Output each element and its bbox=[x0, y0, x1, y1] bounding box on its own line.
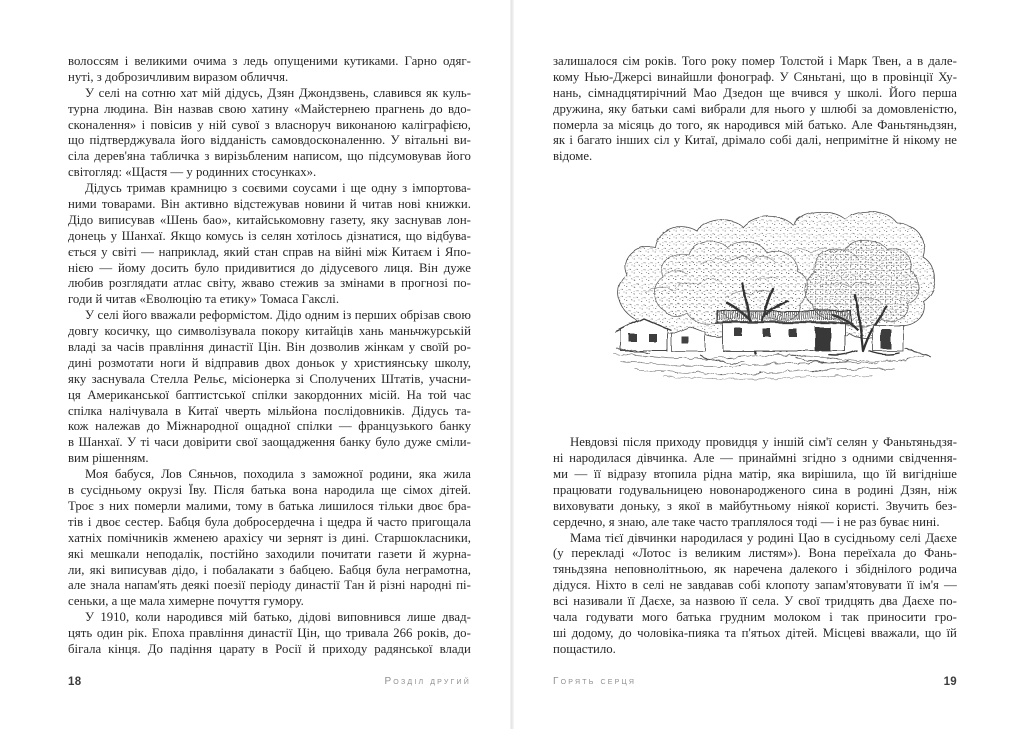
text-line: турна людина. Він назвав свою хатину «Майстернею прагнень до вдо- bbox=[68, 101, 471, 116]
text-line: ними товарами. Він активно відстежував новини й читав нові книжки. bbox=[68, 197, 471, 212]
text-line: дідуся. Ніхто в селі не завдавав собі клопоту запам'ятовувати її ім'я — bbox=[553, 578, 957, 593]
right-text-bottom bbox=[553, 435, 957, 657]
text-line: нань, сімнадцятирічний Мао Дзедон ще вчився у школі. Його перша bbox=[553, 85, 957, 100]
paragraph bbox=[553, 54, 957, 165]
text-line: спілка налічувала в Китаї чверть мільйона послідовників. Дідусь та- bbox=[68, 403, 471, 418]
text-line: померла за місяць до того, як народився мій батько. Але Фаньтяньдзян, bbox=[553, 117, 957, 132]
text-line: тів і двоє сестер. Бабця була добросердечна і щедра й часто пригощала bbox=[68, 514, 471, 529]
paragraph bbox=[68, 181, 471, 308]
text-line: залишалося сім років. Того року помер Толстой і Марк Твен, а в дале- bbox=[553, 54, 957, 68]
text-line: вим рішенням. bbox=[68, 451, 149, 466]
text-line: владі за часів правління династії Цін. Він дозволив жінкам у своїй ро- bbox=[68, 340, 471, 355]
text-line: сеньки, а ще мала химерне почуття гумору. bbox=[68, 594, 304, 609]
text-line: як і багато інших сіл у Китаї, дрімало собі далі, непримітне й нікому не bbox=[553, 133, 957, 148]
left-page-footer bbox=[68, 676, 471, 692]
text-line: дині розмотати ноги й відправив двох доньок у християнську школу, bbox=[68, 355, 471, 370]
paragraph bbox=[68, 610, 471, 658]
text-line: любив розглядати атлас світу, жваво стежив за змінами в прогнозі по- bbox=[68, 276, 471, 291]
page-number-left: 18 bbox=[68, 676, 82, 688]
paragraph bbox=[553, 531, 957, 658]
text-line: хатніх помічників жменею арахісу чи зернят із дині. Старшокласники, bbox=[68, 530, 471, 545]
page-number-right: 19 bbox=[943, 676, 957, 688]
text-line: працювати годувальницею новонародженого сина в родині Дзян, ніж bbox=[553, 482, 957, 497]
text-line: пощастило. bbox=[553, 641, 616, 656]
text-line: Моя бабуся, Лов Сяньчов, походила з заможної родини, яка жила bbox=[85, 467, 471, 482]
right-text-column bbox=[553, 54, 957, 658]
text-line: Невдовзі після приходу провидця у іншій сім'ї селян у Фаньтяньдзя- bbox=[570, 435, 957, 450]
right-text-top bbox=[553, 54, 957, 165]
text-line: в сусідньому окрузі Їву. Після батька вона народила ще сімох дітей. bbox=[68, 483, 471, 498]
text-line: виховувати доньку, з якої в майбутньому ніякої користі. Звучить без- bbox=[553, 498, 957, 513]
text-line: ми — її відразу втопила рідна матір, яка вирішила, що їй вигідніше bbox=[553, 467, 957, 482]
text-line: що підтверджувала його відданість самовдосконаленню. У вітальні ви- bbox=[68, 133, 471, 148]
running-head-book-title: Горять серця bbox=[553, 676, 637, 687]
text-line: чала годувати мого батька грудним молоком і так приносити гро- bbox=[553, 610, 957, 625]
text-line: довгу косичку, що символізувала покору китайців хань маньчжурській bbox=[68, 324, 471, 339]
text-line: кож належав до Міжнародної ощадної спілки — французького банку bbox=[68, 419, 471, 434]
text-line: дружина, яку батьки самі вибрали для нього у шлюбі за домовленістю, bbox=[553, 101, 957, 116]
village-houses-under-trees-drawing bbox=[605, 201, 940, 391]
paragraph bbox=[553, 435, 957, 530]
text-line: кому Нью-Джерсі винайшли фонограф. У Сяньтані, що в провінції Ху- bbox=[553, 69, 957, 84]
village-trees-illustration bbox=[605, 201, 940, 391]
text-line: тяньдзяна неповнолітньою, як наречена далекого і збіднілого родича bbox=[553, 562, 957, 577]
text-line: бігала кінця. До падіння царату в Росії й приходу радянської влади bbox=[68, 641, 471, 656]
text-line: Дідусь тримав крамницю з соєвими соусами і ще одну з імпортова- bbox=[85, 181, 471, 196]
text-line: ця Американської баптистської спілки закордонних місій. На той час bbox=[68, 387, 471, 402]
text-line: цять один рік. Епоха правління династії Цін, що тривала 266 років, до- bbox=[68, 626, 471, 641]
text-line: нією — йому досить було придивитися до дідусевого лиця. Він дуже bbox=[68, 260, 471, 275]
text-line: світогляд: «Щастя — у родинних стосунках». bbox=[68, 165, 317, 180]
text-line: волоссям і великими очима з ледь опущеними кутиками. Гарно одяг- bbox=[68, 54, 471, 68]
text-line: в Шанхаї. У ті часи довірити свої заощадження банку було дуже сміли- bbox=[68, 435, 471, 450]
text-line: сконалення» і повісив у ній сувої з власноруч виконаною каліграфією, bbox=[68, 117, 471, 132]
paragraph bbox=[68, 86, 471, 181]
paragraph bbox=[68, 54, 471, 86]
text-line: нуті, з доброзичливим виразом обличчя. bbox=[68, 69, 289, 84]
text-line: які мешкали неподалік, постійно заходили почитати газети й журна- bbox=[68, 546, 471, 561]
paragraph bbox=[68, 467, 471, 610]
paragraph bbox=[68, 308, 471, 467]
text-line: сердечно, я знаю, але таке часто траплялося тоді — і не раз буває нині. bbox=[553, 514, 940, 529]
left-text-column bbox=[68, 54, 471, 658]
text-line: ні народилася дівчинка. Але — принаймні згідно з одними свідчення- bbox=[553, 451, 957, 466]
text-line: але знала напам'ять деякі поезії періоду династії Тан й різні народні пі- bbox=[68, 578, 471, 593]
text-line: У селі на сотню хат мій дідусь, Дзян Джондзвень, славився як куль- bbox=[85, 85, 471, 100]
text-line: (у перекладі «Лотос із великим листям»). Вона переїхала до Фань- bbox=[553, 546, 957, 561]
text-line: Мама тієї дівчинки народилася у родині Цао в сусідньому селі Даєхе bbox=[570, 530, 957, 545]
text-line: ші додому, до чоловіка-пияка та п'ятьох дітей. Місцеві вважали, що їй bbox=[553, 625, 957, 640]
running-head-chapter: Розділ другий bbox=[384, 676, 471, 687]
text-line: Дідо виписував «Шень бао», китайськомовну газету, яку заснував лон- bbox=[68, 212, 471, 227]
text-line: відоме. bbox=[553, 149, 593, 164]
text-line: сіла дерев'яна табличка з вирізьбленим написом, що підсумовував його bbox=[68, 149, 471, 164]
text-line: У селі його вважали реформістом. Дідо одним із перших обрізав свою bbox=[85, 308, 471, 323]
text-line: годи й читав «Еволюцію та етику» Томаса Гакслі. bbox=[68, 292, 340, 307]
text-line: Троє з них померли малими, тому в батька лишилося тільки двоє бра- bbox=[68, 498, 471, 513]
page-fold-divider bbox=[510, 0, 514, 729]
text-line: ли, які виписував дідо, і побалакати з бабцею. Бабця була неграмотна, bbox=[68, 562, 471, 577]
text-line: У 1910, коли народився мій батько, дідові виповнився лише двад- bbox=[85, 610, 471, 625]
text-line: донець у Шанхаї. Якщо комусь із селян хотілось дізнатися, що відбува- bbox=[68, 228, 471, 243]
right-page-footer bbox=[553, 676, 957, 692]
text-line: всі називали її Даєхе, за назвою її села. У свої тридцять два Даєхе по- bbox=[553, 594, 957, 609]
text-line: ється у світі — наприклад, який стан справ на війні між Китаєм і Япо- bbox=[68, 244, 471, 259]
text-line: яку заснувала Стелла Рельє, місіонерка зі Сполучених Штатів, учасни- bbox=[68, 371, 471, 386]
